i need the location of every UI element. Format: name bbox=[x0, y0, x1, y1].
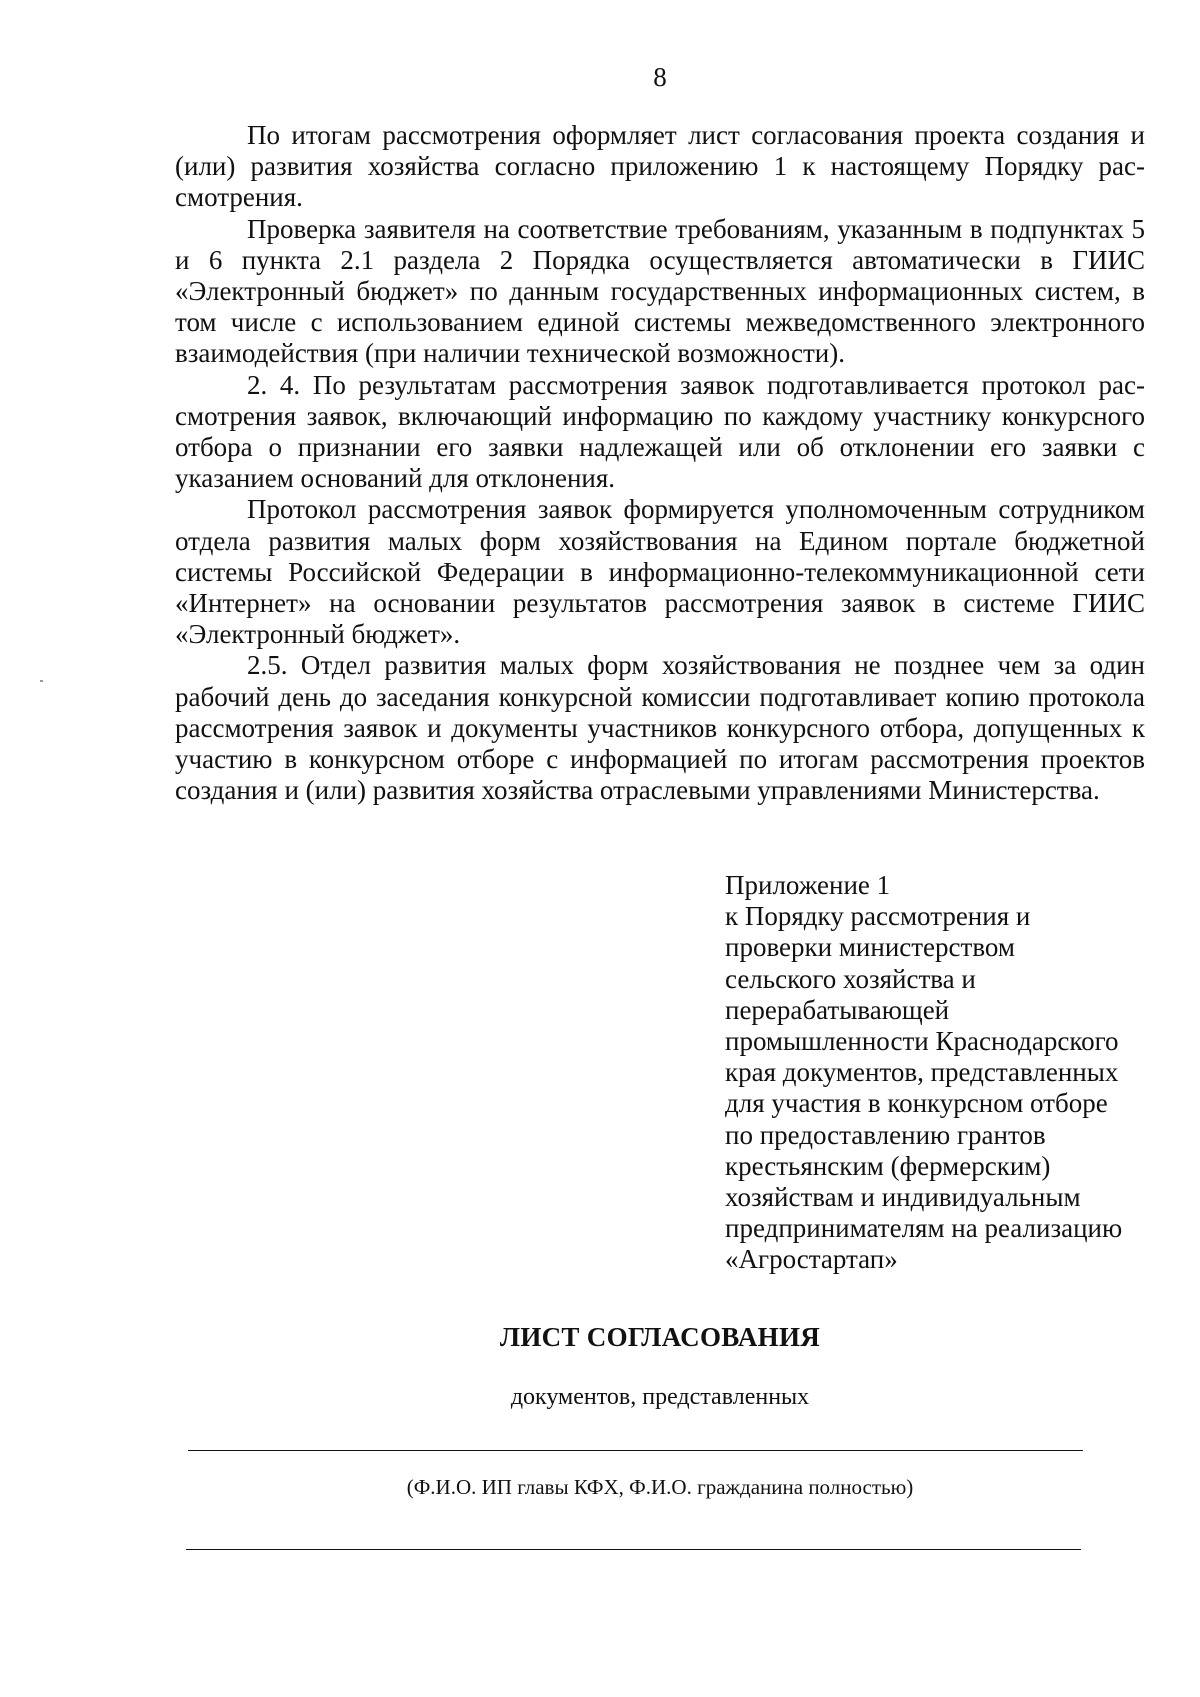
appendix-line: края документов, представленных bbox=[725, 1057, 1119, 1088]
paragraph: Протокол рассмотрения заявок формируется уполномоченным сотрудником отдела развития малых форм хозяйствования на Едином портале бюджетной системы Российской Федерации в информационно-телекоммуникационной сети «Интернет» на основании результатов рассмотрения заявок в системе ГИИС «Электронный бюджет». bbox=[175, 494, 1145, 650]
paragraph: По итогам рассмотрения оформляет лист согласования проекта создания и (или) развития хозяйства согласно приложению 1 к настоящему Порядку рассмотрения. bbox=[175, 120, 1145, 213]
appendix-line: сельского хозяйства и bbox=[725, 963, 976, 994]
scan-speck bbox=[40, 680, 43, 682]
appendix-line: перерабатывающей bbox=[725, 994, 950, 1025]
appendix-line: промышленности Краснодарского bbox=[725, 1026, 1119, 1057]
approval-sheet-subtitle: документов, представленных bbox=[510, 1384, 810, 1410]
fill-in-line-caption: (Ф.И.О. ИП главы КФХ, Ф.И.О. гражданина полностью) bbox=[406, 1475, 914, 1499]
body-text bbox=[175, 120, 1145, 806]
fill-in-line bbox=[188, 1450, 1083, 1451]
page-number: 8 bbox=[653, 62, 667, 92]
appendix-line: к Порядку рассмотрения и bbox=[725, 901, 1031, 932]
appendix-note bbox=[725, 870, 1165, 1276]
paragraph: 2.5. Отдел развития малых форм хозяйствования не позднее чем за один рабочий день до заседания конкурсной комиссии подготавливает копию протокола рассмотрения заявок и документы участников конкурсного отбора, допущенных к участию в конкурсном отборе с информацией по итогам рассмотрения проектов создания и (или) развития хозяйства отраслевыми управлениями Министерства. bbox=[175, 650, 1145, 806]
appendix-line: предпринимателям на реализацию bbox=[725, 1213, 1123, 1244]
appendix-line: проверки министерством bbox=[725, 932, 1015, 963]
fill-in-line bbox=[186, 1549, 1081, 1550]
paragraph: 2. 4. По результатам рассмотрения заявок подготавливается протокол рассмотрения заявок, включающий информацию по каждому участнику конкурсного отбора о признании его заявки надлежащей или об отклонении его заявки с указанием оснований для отклонения. bbox=[175, 369, 1145, 494]
appendix-line: для участия в конкурсном отборе bbox=[725, 1088, 1108, 1119]
appendix-line: по предоставлению грантов bbox=[725, 1119, 1046, 1150]
appendix-line: хозяйствам и индивидуальным bbox=[725, 1182, 1081, 1213]
paragraph: Проверка заявителя на соответствие требованиям, указанным в подпунктах 5 и 6 пункта 2.1 раздела 2 Порядка осуществляется автоматически в ГИИС «Электронный бюджет» по данным государственных информационных систем, в том числе с использованием единой системы межведомственного электронного взаимодействия (при наличии технической возможности). bbox=[175, 213, 1145, 369]
appendix-line: «Агростартап» bbox=[725, 1244, 898, 1275]
appendix-line: крестьянским (фермерским) bbox=[725, 1150, 1051, 1181]
approval-sheet-title: ЛИСТ СОГЛАСОВАНИЯ bbox=[499, 1322, 821, 1352]
appendix-line: Приложение 1 bbox=[725, 870, 891, 900]
